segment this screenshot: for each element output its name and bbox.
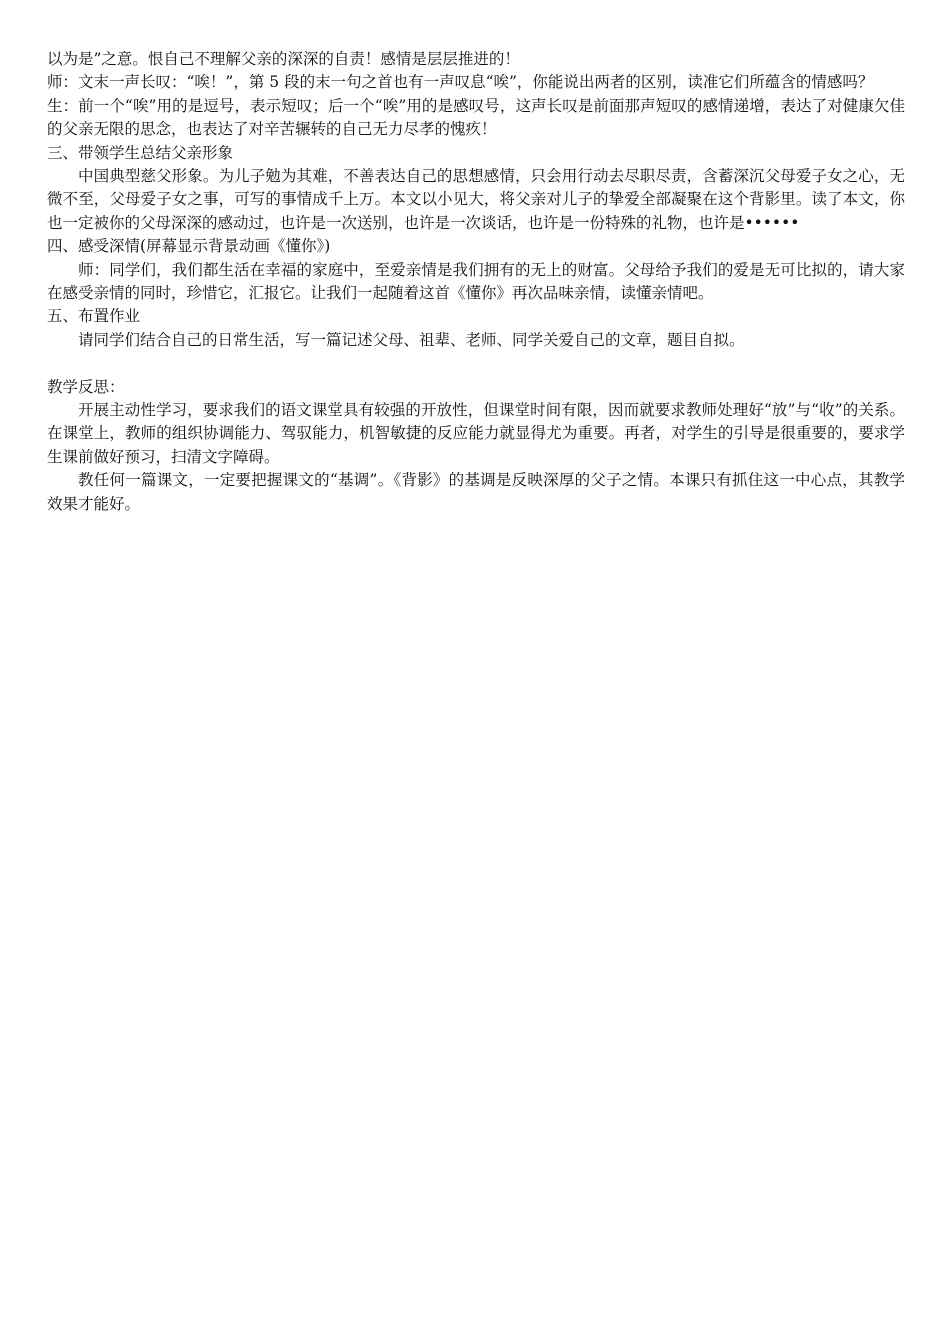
section-heading-three: 三、带领学生总结父亲形象 [47,143,234,162]
paragraph-father-image: 中国典型慈父形象。为儿子勉为其难，不善表达自己的思想感情，只会用行动去尽职尽责，含蓄深沉父母爱子女之心，无微不至，父母爱子女之事，可写的事情成千上万。本文以小见大，将父亲对儿子的挚爱全部凝聚在这个背影里。读了本文，你也一定被你的父母深深的感动过，也许是一次送别，也许是一次谈话，也许是一份特殊的礼物，也许是•••••• [47,167,905,232]
paragraph-feel-affection: 师：同学们，我们都生活在幸福的家庭中，至爱亲情是我们拥有的无上的财富。父母给予我们的爱是无可比拟的，请大家在感受亲情的同时，珍惜它，汇报它。让我们一起随着这首《懂你》再次品味亲情，读懂亲情吧。 [47,260,905,303]
section-heading-five: 五、布置作业 [47,307,141,326]
blank-line [47,352,905,375]
document-body [47,48,905,516]
paragraph-teacher-question: 师：文末一声长叹：“唉！”，第 5 段的末一句之首也有一声叹息“唉”，你能说出两者的区别，读准它们所蕴含的情感吗？ [47,73,874,92]
paragraph-continuation: 以为是”之意。恨自己不理解父亲的深深的自责！感情是层层推进的！ [47,50,520,68]
paragraph-reflection-two: 教任何一篇课文，一定要把握课文的“基调”。《背影》的基调是反映深厚的父子之情。本课只有抓住这一中心点，其教学效果才能好。 [47,471,905,513]
reflection-heading: 教学反思： [47,377,125,396]
paragraph-reflection-one: 开展主动性学习，要求我们的语文课堂具有较强的开放性，但课堂时间有限，因而就要求教师处理好“放”与“收”的关系。在课堂上，教师的组织协调能力、驾驭能力，机智敏捷的反应能力就显得尤为重要。再者，对学生的引导是很重要的，要求学生课前做好预习，扫清文字障碍。 [47,401,905,466]
paragraph-student-answer: 生：前一个“唉”用的是逗号，表示短叹；后一个“唉”用的是感叹号，这声长叹是前面那声短叹的感情递增，表达了对健康欠佳的父亲无限的思念，也表达了对辛苦辗转的自己无力尽孝的愧疚！ [47,96,905,139]
section-heading-four: 四、感受深情(屏幕显示背景动画《懂你》) [47,237,331,256]
paragraph-homework: 请同学们结合自己的日常生活，写一篇记述父母、祖辈、老师、同学关爱自己的文章，题目自拟。 [78,330,745,349]
